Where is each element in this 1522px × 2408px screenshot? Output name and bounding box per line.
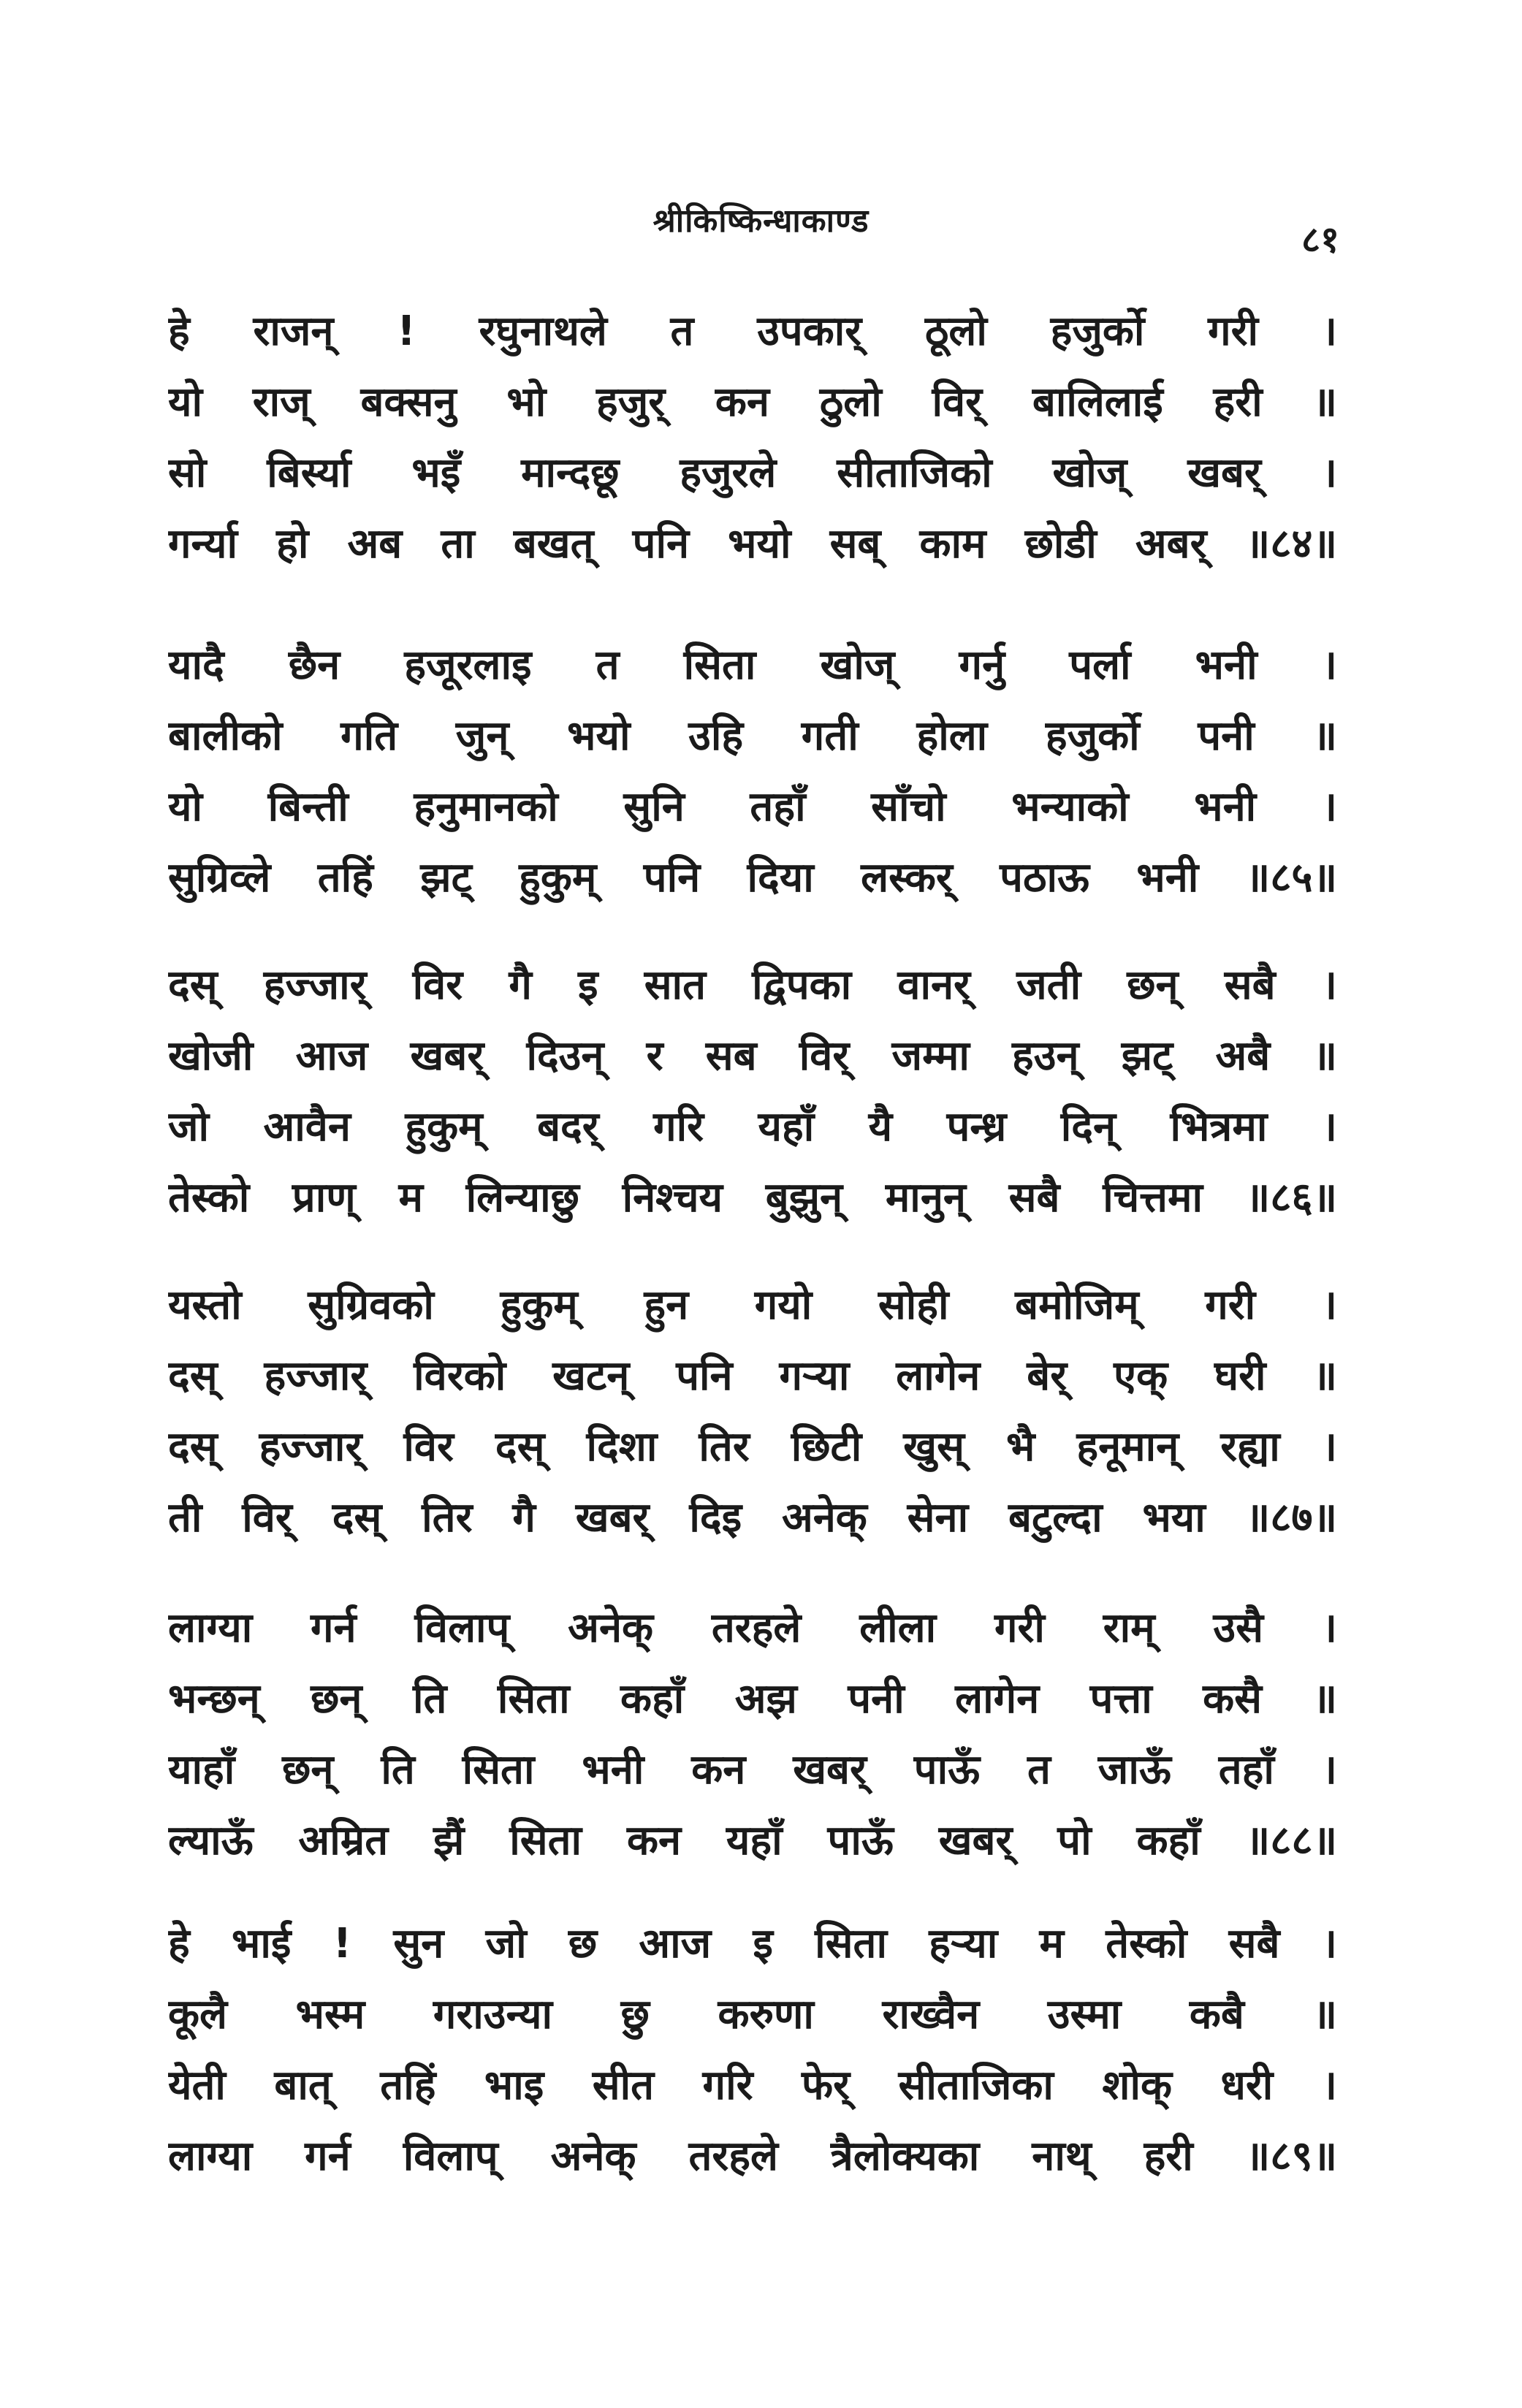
- verse-line: लाग्या गर्न विलाप् अनेक् तरहले लीला गरी राम् उसै ।: [168, 1604, 1337, 1652]
- verse-line: यस्तो सुग्रिवको हुकुम् हुन गयो सोही बमोजिम् गरी ।: [168, 1281, 1337, 1329]
- verse-87: [168, 1270, 1337, 1553]
- verse-line: गर्न्या हो अब ता बखत् पनि भयो सब् काम छोडी अबर् ॥८४॥: [168, 520, 1337, 568]
- verse-line: यो राज् बक्सनु भो हजुर् कन ठुलो विर् बालिलाई हरी ॥: [168, 378, 1337, 426]
- verse-86: [168, 950, 1337, 1233]
- verse-line: यादै छैन हजूरलाइ त सिता खोज् गर्नु पर्ला भनी ।: [168, 641, 1337, 689]
- verse-89: [168, 1908, 1337, 2192]
- verse-line: जो आवैन हुकुम् बदर् गरि यहाँ यै पन्ध्र दिन् भित्रमा ।: [168, 1103, 1337, 1151]
- verse-line: सुग्रिव्ले तहिं झट् हुकुम् पनि दिया लस्कर् पठाऊ भनी ॥८५॥: [168, 854, 1337, 902]
- verse-line: कूलै भस्म गराउन्या छु करुणा राख्वैन उस्मा कबै ॥: [168, 1991, 1337, 2038]
- page-header: [0, 197, 1522, 261]
- verse-line: दस् हज्जार् विर दस् दिशा तिर छिटी खुस् भै हनूमान् रह्या ।: [168, 1423, 1337, 1471]
- verse-line: खोजी आज खबर् दिउन् र सब विर् जम्मा हउन् झट् अबै ॥: [168, 1032, 1337, 1080]
- verse-line: सो बिर्स्या भइँ मान्दछू हजुरले सीताजिको खोज् खबर् ।: [168, 449, 1337, 497]
- running-title: श्रीकिष्किन्धाकाण्ड: [652, 202, 870, 240]
- verse-line: ल्याऊँ अम्रित झैं सिता कन यहाँ पाऊँ खबर् पो कहाँ ॥८८॥: [168, 1817, 1337, 1864]
- verse-line: दस् हज्जार् विर गै इ सात द्विपका वानर् जती छन् सबै ।: [168, 961, 1337, 1009]
- verse-84: [168, 296, 1337, 579]
- page-number: ८१: [1301, 218, 1339, 261]
- verse-85: [168, 630, 1337, 913]
- verse-line: हे राजन् ! रघुनाथले त उपकार् ठूलो हजुर्को गरी ।: [168, 308, 1337, 355]
- verse-line: दस् हज्जार् विरको खटन् पनि गऱ्या लागेन बेर् एक् घरी ॥: [168, 1352, 1337, 1400]
- verse-line: ती विर् दस् तिर गै खबर् दिइ अनेक् सेना बटुल्दा भया ॥८७॥: [168, 1494, 1337, 1542]
- verse-line: यो बिन्ती हनुमानको सुनि तहाँ साँचो भन्याको भनी ।: [168, 783, 1337, 831]
- verse-line: भन्छन् छन् ति सिता कहाँ अझ पनी लागेन पत्ता कसै ॥: [168, 1675, 1337, 1723]
- verse-line: याहाँ छन् ति सिता भनी कन खबर् पाऊँ त जाऊँ तहाँ ।: [168, 1746, 1337, 1794]
- verse-line: हे भाई ! सुन जो छ आज इ सिता हऱ्या म तेस्को सबै ।: [168, 1920, 1337, 1967]
- verse-line: लाग्या गर्न विलाप् अनेक् तरहले त्रैलोक्यका नाथ् हरी ॥८९॥: [168, 2133, 1337, 2180]
- verse-line: बालीको गति जुन् भयो उहि गती होला हजुर्को पनी ॥: [168, 712, 1337, 760]
- verse-line: येती बात् तहिं भाइ सीत गरि फेर् सीताजिका शोक् धरी ।: [168, 2062, 1337, 2109]
- verse-88: [168, 1593, 1337, 1876]
- verse-line: तेस्को प्राण् म लिन्याछु निश्चय बुझुन् मानुन् सबै चित्तमा ॥८६॥: [168, 1174, 1337, 1222]
